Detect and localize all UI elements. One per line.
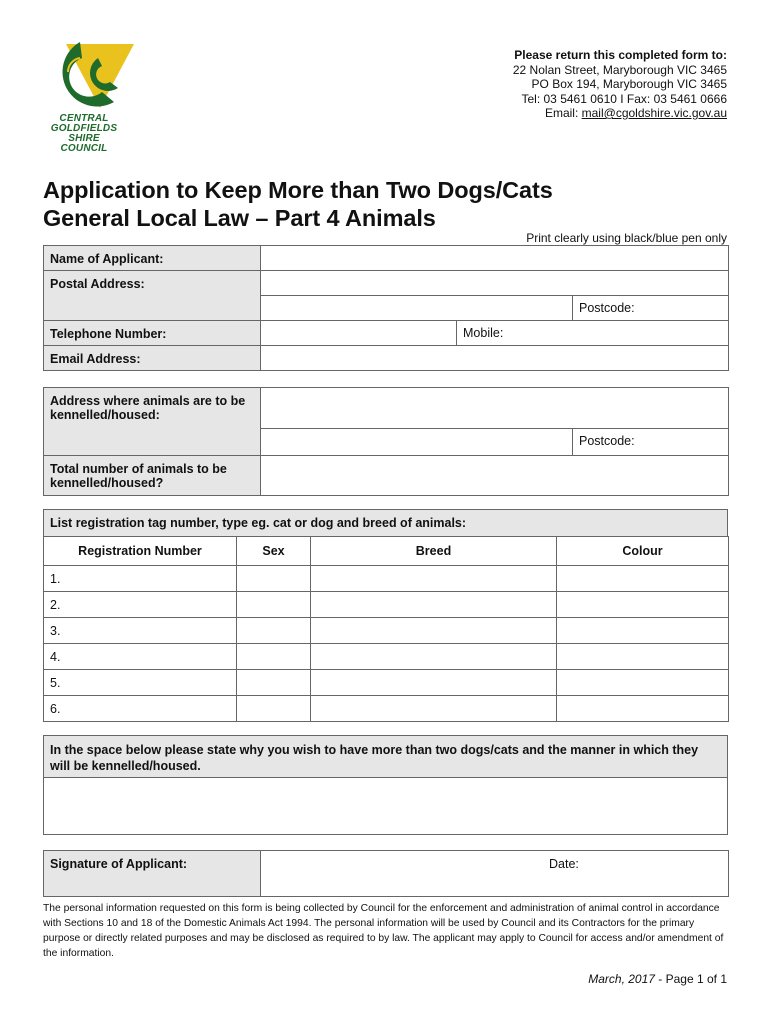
po-box: PO Box 194, Maryborough VIC 3465	[531, 77, 727, 91]
housing-address-field[interactable]	[261, 388, 729, 429]
registration-number-field[interactable]: 6.	[44, 696, 237, 722]
table-row	[44, 644, 729, 670]
sex-field[interactable]	[237, 566, 311, 592]
form-title-line2: General Local Law – Part 4 Animals	[43, 205, 436, 231]
sex-field[interactable]	[237, 592, 311, 618]
applicant-name-label: Name of Applicant:	[44, 246, 261, 271]
breed-field[interactable]	[311, 592, 557, 618]
applicant-details-table	[43, 245, 729, 371]
registration-number-field[interactable]: 4.	[44, 644, 237, 670]
colour-field[interactable]	[557, 644, 729, 670]
total-animals-label: Total number of animals to be kennelled/housed?	[44, 456, 261, 496]
postal-address-label: Postal Address:	[44, 271, 261, 321]
postal-address-field-line2[interactable]	[261, 296, 573, 321]
registration-heading: List registration tag number, type eg. cat or dog and breed of animals:	[43, 509, 728, 537]
page-footer	[588, 972, 727, 986]
sex-field[interactable]	[237, 670, 311, 696]
email-line	[513, 106, 727, 121]
phone-fax: Tel: 03 5461 0610 I Fax: 03 5461 0666	[521, 91, 727, 106]
breed-field[interactable]	[311, 696, 557, 722]
colour-field[interactable]	[557, 566, 729, 592]
form-title-line1: Application to Keep More than Two Dogs/Cats	[43, 177, 553, 203]
telephone-field[interactable]	[261, 321, 457, 346]
logo-line: SHIRE	[68, 133, 100, 144]
applicant-name-field[interactable]	[261, 246, 729, 271]
signature-table	[43, 850, 729, 897]
signature-label: Signature of Applicant:	[44, 851, 261, 897]
postal-postcode-field[interactable]: Postcode:	[573, 296, 729, 321]
logo-line: COUNCIL	[60, 143, 108, 154]
registration-number-field[interactable]: 1.	[44, 566, 237, 592]
housing-postcode-field[interactable]: Postcode:	[573, 429, 729, 456]
sex-field[interactable]	[237, 618, 311, 644]
registration-table	[43, 536, 729, 722]
col-registration-number: Registration Number	[44, 537, 237, 566]
street-address: 22 Nolan Street, Maryborough VIC 3465	[512, 62, 727, 77]
housing-address-field-line2[interactable]	[261, 429, 573, 456]
col-breed: Breed	[311, 537, 557, 566]
colour-field[interactable]	[557, 592, 729, 618]
return-address-block	[513, 48, 727, 121]
breed-field[interactable]	[311, 670, 557, 696]
form-title	[43, 176, 553, 232]
signature-field[interactable]	[261, 851, 729, 897]
postal-address-field[interactable]	[261, 271, 729, 296]
registration-number-field[interactable]: 5.	[44, 670, 237, 696]
registration-number-field[interactable]: 2.	[44, 592, 237, 618]
housing-address-label: Address where animals are to be kennelled/housed:	[44, 388, 261, 456]
reason-heading: In the space below please state why you wish to have more than two dogs/cats and the manner in which they will be kennelled/housed.	[43, 735, 728, 778]
council-logo-mark	[38, 36, 138, 118]
council-logo-text	[44, 114, 124, 154]
footer-date: March, 2017	[588, 972, 655, 986]
col-sex: Sex	[237, 537, 311, 566]
reason-field[interactable]	[43, 777, 728, 835]
table-row	[44, 592, 729, 618]
email-link[interactable]: mail@cgoldshire.vic.gov.au	[581, 106, 727, 120]
date-label: Date:	[549, 857, 579, 871]
email-address-label: Email Address:	[44, 346, 261, 371]
table-row	[44, 670, 729, 696]
colour-field[interactable]	[557, 618, 729, 644]
mobile-field[interactable]: Mobile:	[457, 321, 729, 346]
table-row	[44, 696, 729, 722]
col-colour: Colour	[557, 537, 729, 566]
registration-number-field[interactable]: 3.	[44, 618, 237, 644]
breed-field[interactable]	[311, 566, 557, 592]
breed-field[interactable]	[311, 644, 557, 670]
total-animals-field[interactable]	[261, 456, 729, 496]
sex-field[interactable]	[237, 696, 311, 722]
telephone-label: Telephone Number:	[44, 321, 261, 346]
table-row	[44, 566, 729, 592]
table-row	[44, 618, 729, 644]
housing-details-table	[43, 387, 729, 496]
colour-field[interactable]	[557, 670, 729, 696]
logo-line: GOLDFIELDS	[50, 123, 118, 134]
sex-field[interactable]	[237, 644, 311, 670]
privacy-statement: The personal information requested on this form is being collected by Council for the enforcement and administration of animal control in accordance with Sections 10 and 18 of the Domestic Animals Act 1994. The personal information will be used by Council and its Contractors for the primary purpose or directly related purposes and may be disclosed as required to by law. The applicant may apply to Council for access and/or amendment of the information.	[43, 903, 724, 959]
return-heading: Please return this completed form to:	[514, 48, 727, 62]
email-prefix: Email:	[544, 106, 582, 120]
page-number: - Page 1 of 1	[654, 972, 727, 986]
print-instruction: Print clearly using black/blue pen only	[526, 231, 727, 245]
email-address-field[interactable]	[261, 346, 729, 371]
colour-field[interactable]	[557, 696, 729, 722]
breed-field[interactable]	[311, 618, 557, 644]
logo-line: CENTRAL	[59, 113, 109, 124]
